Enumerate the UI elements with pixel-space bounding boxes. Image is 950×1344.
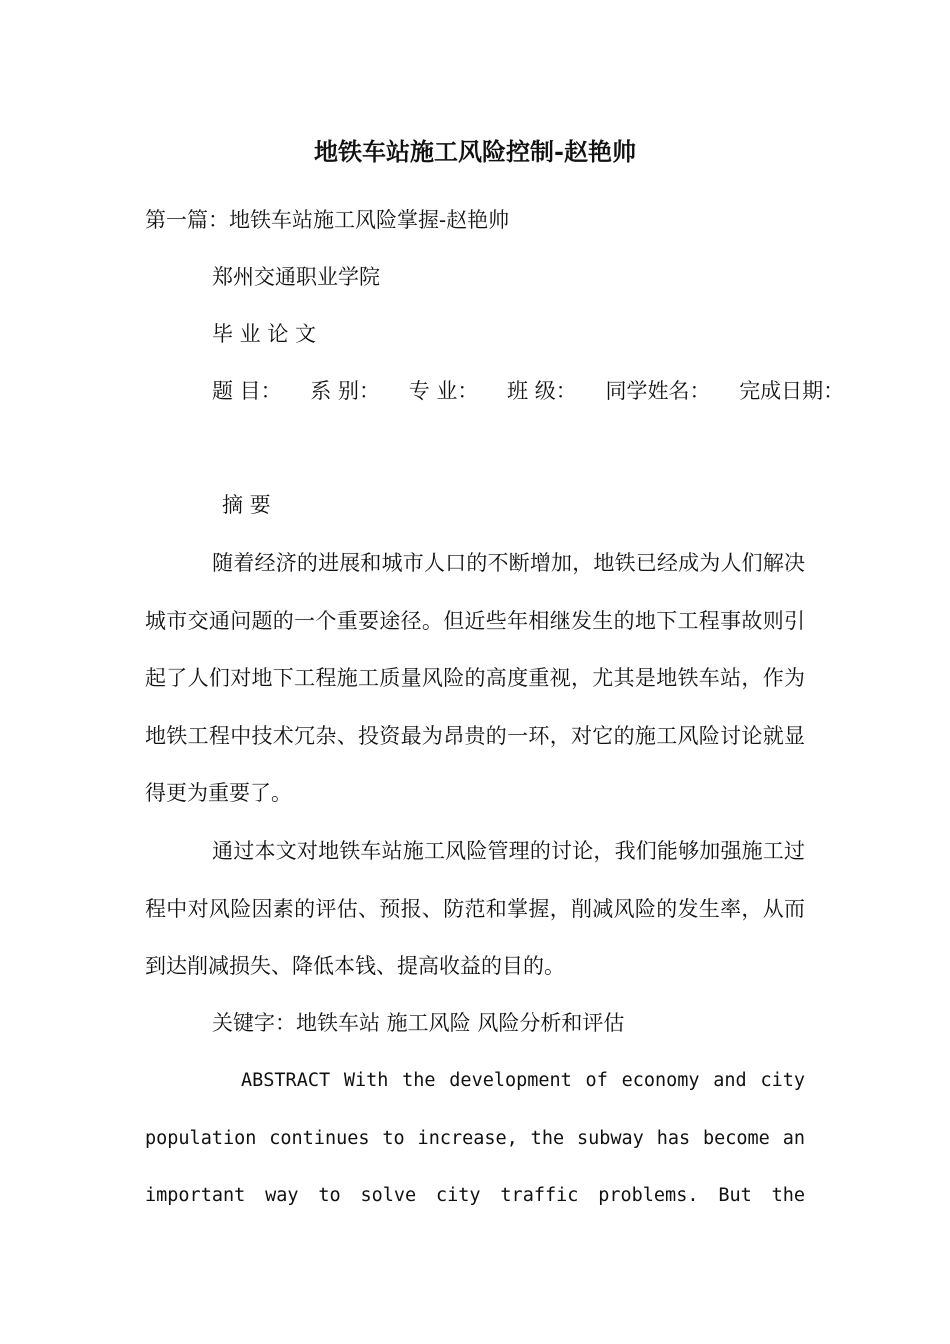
info-field-student-name: 同学姓名： bbox=[605, 379, 711, 403]
abstract-paragraph-1-text: 随着经济的进展和城市人口的不断增加，地铁已经成为人们解决城市交通问题的一个重要途径。但近些年相继发生的地下工程事故则引起了人们对地下工程施工质量风险的高度重视，尤其是地铁车站，作为地铁工程中技术冗杂、投资最为昂贵的一环，对它的施工风险讨论就显得更为重要了。 bbox=[145, 551, 805, 805]
keywords-line: 关键字：地铁车站 施工风险 风险分析和评估 bbox=[212, 1011, 625, 1035]
info-field-title: 题 目： bbox=[212, 379, 282, 403]
school-name: 郑州交通职业学院 bbox=[212, 265, 380, 289]
abstract-paragraph-2 bbox=[145, 823, 805, 996]
abstract-paragraph-1 bbox=[145, 535, 805, 823]
info-field-class: 班 级： bbox=[507, 379, 577, 403]
english-abstract-text: ABSTRACT With the development of economy and city population continues to increase, the subway has become an important way to solve city traffic problems. But the bbox=[145, 1070, 805, 1206]
document-title: 地铁车站施工风险控制-赵艳帅 bbox=[314, 137, 636, 166]
info-field-completion-date: 完成日期： bbox=[739, 379, 845, 403]
abstract-heading: 摘 要 bbox=[222, 493, 271, 517]
chapter-heading: 第一篇：地铁车站施工风险掌握-赵艳帅 bbox=[145, 208, 510, 232]
thesis-label: 毕 业 论 文 bbox=[212, 322, 317, 346]
info-field-department: 系 别： bbox=[310, 379, 381, 403]
abstract-paragraph-2-text: 通过本文对地铁车站施工风险管理的讨论，我们能够加强施工过程中对风险因素的评估、预报、防范和掌握，削减风险的发生率，从而到达削减损失、降低本钱、提高收益的目的。 bbox=[145, 839, 805, 978]
english-abstract-paragraph bbox=[145, 1052, 805, 1225]
info-field-major: 专 业： bbox=[408, 379, 479, 403]
info-fields-row bbox=[212, 376, 866, 406]
